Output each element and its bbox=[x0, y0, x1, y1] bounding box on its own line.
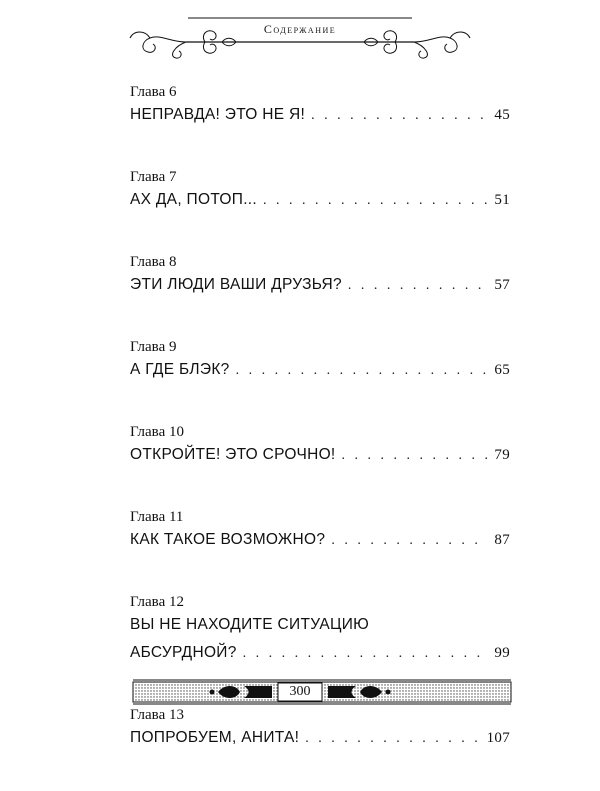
toc-entry[interactable] bbox=[130, 168, 510, 253]
entry-line bbox=[130, 360, 510, 381]
chapter-label: Глава 10 bbox=[130, 424, 184, 440]
chapter-label: Глава 8 bbox=[130, 254, 177, 270]
chapter-label: Глава 6 bbox=[130, 84, 177, 100]
entry-line bbox=[130, 445, 510, 466]
page-number: 79 bbox=[494, 447, 510, 463]
chapter-title: КАК ТАКОЕ ВОЗМОЖНО? bbox=[130, 531, 326, 548]
dot-leader bbox=[263, 191, 488, 211]
chapter-title: ПОПРОБУЕМ, АНИТА! bbox=[130, 729, 300, 746]
dot-leader bbox=[236, 361, 489, 381]
entry-line bbox=[130, 190, 510, 211]
entry-line bbox=[130, 643, 510, 664]
entry-line bbox=[130, 275, 510, 296]
page-number: 51 bbox=[494, 192, 510, 208]
toc-entry[interactable] bbox=[130, 508, 510, 593]
page-number: 99 bbox=[494, 645, 510, 661]
dot-leader bbox=[348, 276, 488, 296]
dot-leader bbox=[342, 446, 489, 466]
chapter-title: НЕПРАВДА! ЭТО НЕ Я! bbox=[130, 106, 306, 123]
scroll-flourish-icon bbox=[0, 0, 600, 80]
chapter-title: АХ ДА, ПОТОП... bbox=[130, 191, 258, 208]
entry-line bbox=[130, 530, 510, 551]
page-footer bbox=[0, 678, 600, 708]
dot-leader bbox=[243, 644, 489, 664]
dot-leader bbox=[305, 729, 480, 749]
chapter-label: Глава 7 bbox=[130, 169, 177, 185]
chapter-title: ОТКРОЙТЕ! ЭТО СРОЧНО! bbox=[130, 446, 336, 463]
chapter-label: Глава 11 bbox=[130, 509, 184, 525]
page-header bbox=[0, 0, 600, 80]
entry-line bbox=[130, 105, 510, 126]
chapter-title-continued: АБСУРДНОЙ? bbox=[130, 644, 237, 661]
page-number: 65 bbox=[494, 362, 510, 378]
folio-page-number: 300 bbox=[289, 684, 311, 699]
toc-entry[interactable] bbox=[130, 83, 510, 168]
page-number: 107 bbox=[486, 730, 510, 746]
toc-entry[interactable] bbox=[130, 706, 510, 791]
page-number: 45 bbox=[494, 107, 510, 123]
chapter-label: Глава 12 bbox=[130, 594, 184, 610]
running-head-title: Содержание bbox=[263, 22, 337, 36]
toc-entry[interactable] bbox=[130, 338, 510, 423]
toc-entry[interactable] bbox=[130, 253, 510, 338]
entry-line bbox=[130, 728, 510, 749]
chapter-title: А ГДЕ БЛЭК? bbox=[130, 361, 230, 378]
toc-entry[interactable] bbox=[130, 423, 510, 508]
dot-leader bbox=[311, 106, 488, 126]
entry-line bbox=[130, 615, 510, 635]
page-number: 87 bbox=[494, 532, 510, 548]
chapter-title: ЭТИ ЛЮДИ ВАШИ ДРУЗЬЯ? bbox=[130, 276, 342, 293]
chapter-label: Глава 13 bbox=[130, 707, 184, 723]
chapter-title: ВЫ НЕ НАХОДИТЕ СИТУАЦИЮ bbox=[130, 616, 370, 633]
chapter-label: Глава 9 bbox=[130, 339, 177, 355]
page-number: 57 bbox=[494, 277, 510, 293]
dot-leader bbox=[331, 531, 488, 551]
